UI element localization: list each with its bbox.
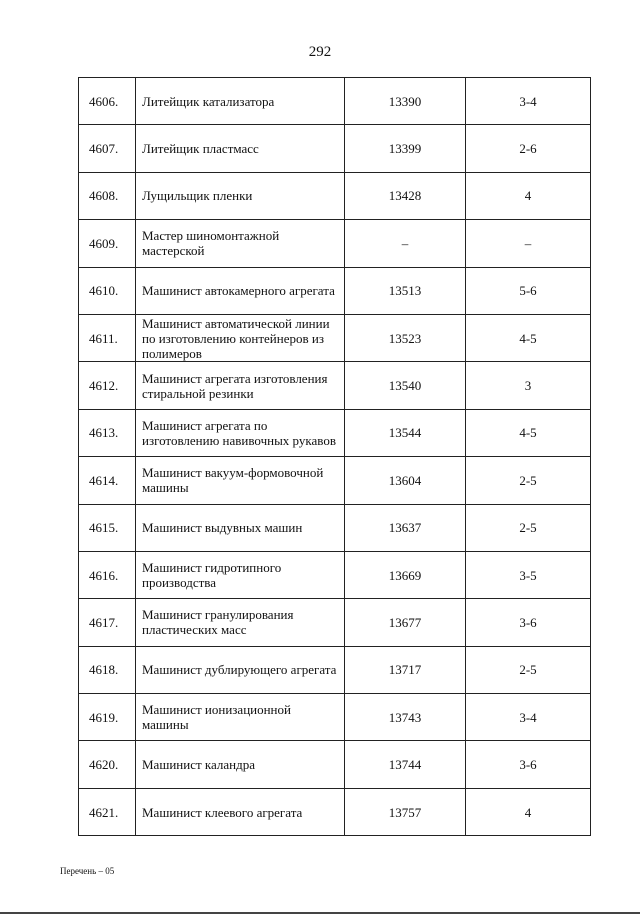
profession-code: 13669	[345, 551, 466, 598]
row-number: 4609.	[79, 220, 136, 267]
row-number: 4608.	[79, 172, 136, 219]
table-row	[79, 788, 591, 835]
row-number: 4616.	[79, 551, 136, 598]
row-number: 4621.	[79, 788, 136, 835]
profession-code: 13523	[345, 314, 466, 361]
category-range: 5-6	[466, 267, 591, 314]
category-range: 2-5	[466, 646, 591, 693]
table-row	[79, 314, 591, 361]
row-number: 4615.	[79, 504, 136, 551]
profession-name: Машинист клеевого агрегата	[136, 788, 345, 835]
profession-code: 13513	[345, 267, 466, 314]
category-range: 2-6	[466, 125, 591, 172]
table-row	[79, 267, 591, 314]
row-number: 4606.	[79, 78, 136, 125]
table-row	[79, 599, 591, 646]
profession-code: 13544	[345, 409, 466, 456]
table-row	[79, 504, 591, 551]
profession-code: 13637	[345, 504, 466, 551]
category-range: 2-5	[466, 457, 591, 504]
profession-code: 13744	[345, 741, 466, 788]
table-row	[79, 362, 591, 409]
row-number: 4612.	[79, 362, 136, 409]
category-range: 3	[466, 362, 591, 409]
table-body	[79, 78, 591, 836]
row-number: 4617.	[79, 599, 136, 646]
profession-name: Машинист гранулирования пластических масс	[136, 599, 345, 646]
profession-code: 13743	[345, 694, 466, 741]
profession-name: Машинист гидротипного производства	[136, 551, 345, 598]
table-row	[79, 646, 591, 693]
category-range: 3-4	[466, 694, 591, 741]
category-range: –	[466, 220, 591, 267]
profession-name: Машинист автокамерного агрегата	[136, 267, 345, 314]
profession-name: Машинист каландра	[136, 741, 345, 788]
table-row	[79, 551, 591, 598]
category-range: 3-4	[466, 78, 591, 125]
professions-table	[78, 77, 591, 836]
category-range: 3-6	[466, 741, 591, 788]
profession-name: Литейщик пластмасс	[136, 125, 345, 172]
row-number: 4618.	[79, 646, 136, 693]
profession-code: –	[345, 220, 466, 267]
row-number: 4613.	[79, 409, 136, 456]
profession-code: 13399	[345, 125, 466, 172]
category-range: 4	[466, 172, 591, 219]
table-row	[79, 741, 591, 788]
profession-code: 13677	[345, 599, 466, 646]
table-row	[79, 694, 591, 741]
category-range: 2-5	[466, 504, 591, 551]
profession-name: Машинист агрегата по изготовлению навивочных рукавов	[136, 409, 345, 456]
row-number: 4611.	[79, 314, 136, 361]
table-row	[79, 172, 591, 219]
bottom-divider	[0, 912, 640, 914]
profession-name: Машинист выдувных машин	[136, 504, 345, 551]
profession-code: 13757	[345, 788, 466, 835]
category-range: 3-5	[466, 551, 591, 598]
profession-name: Мастер шиномонтажной мастерской	[136, 220, 345, 267]
row-number: 4607.	[79, 125, 136, 172]
row-number: 4620.	[79, 741, 136, 788]
row-number: 4614.	[79, 457, 136, 504]
profession-code: 13428	[345, 172, 466, 219]
table-row	[79, 125, 591, 172]
profession-code: 13540	[345, 362, 466, 409]
table-row	[79, 220, 591, 267]
profession-code: 13717	[345, 646, 466, 693]
category-range: 3-6	[466, 599, 591, 646]
page-number: 292	[308, 44, 332, 60]
table-row	[79, 78, 591, 125]
category-range: 4-5	[466, 409, 591, 456]
row-number: 4619.	[79, 694, 136, 741]
row-number: 4610.	[79, 267, 136, 314]
category-range: 4-5	[466, 314, 591, 361]
profession-code: 13390	[345, 78, 466, 125]
profession-code: 13604	[345, 457, 466, 504]
profession-name: Литейщик катализатора	[136, 78, 345, 125]
footer-label: Перечень – 05	[60, 866, 115, 876]
profession-name: Лущильщик пленки	[136, 172, 345, 219]
profession-name: Машинист автоматической линии по изготовлению контейнеров из полимеров	[136, 314, 345, 361]
category-range: 4	[466, 788, 591, 835]
profession-name: Машинист вакуум-формовочной машины	[136, 457, 345, 504]
profession-name: Машинист дублирующего агрегата	[136, 646, 345, 693]
table-row	[79, 409, 591, 456]
profession-name: Машинист агрегата изготовления стиральной резинки	[136, 362, 345, 409]
profession-name: Машинист ионизационной машины	[136, 694, 345, 741]
table-row	[79, 457, 591, 504]
